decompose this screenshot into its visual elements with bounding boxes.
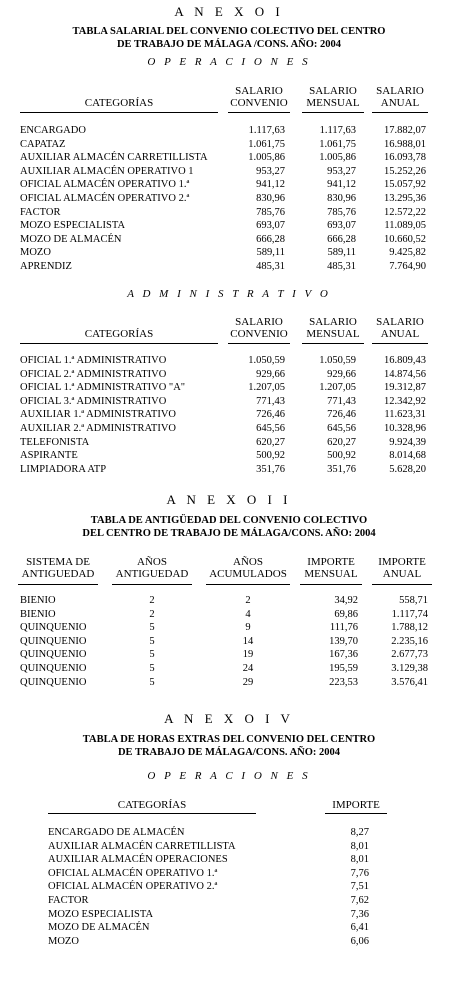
cell-anos-antiguedad: 5 <box>149 663 155 674</box>
cell-categoria: AUXILIAR ALMACÉN CARRETILLISTA <box>48 840 236 852</box>
header-rule <box>20 343 218 344</box>
anexo-1-title-line2: DE TRABAJO DE MÁLAGA /CONS. AÑO: 2004 <box>116 39 342 50</box>
col-header-importe-mensual: IMPORTE MENSUAL <box>304 556 358 580</box>
anexo-4-heading: A N E X O I V <box>164 711 294 726</box>
cell-salario-anual: 15.252,26 <box>384 165 426 177</box>
cell-salario-mensual: 645,56 <box>327 423 356 434</box>
cell-anos-acumulados: 29 <box>242 676 254 688</box>
cell-anos-acumulados: 14 <box>242 635 254 647</box>
cell-sistema: QUINQUENIO <box>20 635 87 647</box>
cell-salario-mensual: 1.061,75 <box>319 138 356 150</box>
anexo-4-title-line2: DE TRABAJO DE MÁLAGA/CONS. AÑO: 2004 <box>117 747 341 758</box>
table-row <box>0 676 458 689</box>
table-row <box>0 151 458 164</box>
col-header-categorias: CATEGORÍAS <box>84 97 154 109</box>
cell-anos-antiguedad: 2 <box>149 608 155 620</box>
header-rule <box>228 343 290 344</box>
cell-salario-convenio: 589,11 <box>256 247 285 259</box>
cell-importe-mensual: 223,53 <box>329 676 358 688</box>
table-row <box>0 206 458 219</box>
cell-categoria: MOZO <box>20 247 51 259</box>
cell-categoria: LIMPIADORA ATP <box>20 463 107 475</box>
cell-sistema: QUINQUENIO <box>20 649 87 661</box>
cell-anos-acumulados: 2 <box>245 595 251 606</box>
horas-extras-section-title: O P E R A C I O N E S <box>147 770 311 782</box>
col-header-salario-anual: SALARIO ANUAL <box>376 316 424 340</box>
cell-importe: 7,51 <box>350 881 369 893</box>
cell-salario-convenio: 500,92 <box>256 450 285 462</box>
table-row <box>0 192 458 205</box>
cell-importe: 7,62 <box>350 895 369 906</box>
cell-categoria: OFICIAL 2.ª ADMINISTRATIVO <box>20 368 167 380</box>
table-row <box>0 621 458 634</box>
cell-salario-convenio: 830,96 <box>256 193 285 204</box>
table-row <box>0 826 458 839</box>
header-rule <box>20 112 218 113</box>
cell-categoria: MOZO <box>48 935 79 947</box>
cell-salario-anual: 17.882,07 <box>384 125 426 136</box>
cell-anos-antiguedad: 5 <box>149 676 155 688</box>
cell-importe: 8,27 <box>350 827 369 838</box>
cell-salario-convenio: 726,46 <box>256 409 285 421</box>
cell-salario-anual: 8.014,68 <box>389 450 426 462</box>
table-row <box>0 594 458 607</box>
cell-salario-anual: 12.342,92 <box>384 395 426 407</box>
cell-importe: 8,01 <box>350 854 369 866</box>
cell-importe-mensual: 139,70 <box>329 635 358 647</box>
header-rule <box>372 112 428 113</box>
cell-categoria: AUXILIAR 2.ª ADMINISTRATIVO <box>20 423 177 434</box>
cell-salario-mensual: 485,31 <box>327 261 356 272</box>
cell-categoria: ENCARGADO DE ALMACÉN <box>48 827 185 838</box>
cell-anos-antiguedad: 5 <box>149 635 155 647</box>
header-rule <box>325 813 387 814</box>
cell-categoria: OFICIAL ALMACÉN OPERATIVO 1.ª <box>48 867 218 879</box>
cell-salario-convenio: 351,76 <box>256 463 285 475</box>
col-header-salario-convenio: SALARIO CONVENIO <box>230 85 288 109</box>
col-header-anos-acumulados: AÑOS ACUMULADOS <box>209 556 287 580</box>
table-row <box>0 840 458 853</box>
cell-salario-convenio: 1.117,63 <box>248 125 285 136</box>
col-header-sistema-antiguedad: SISTEMA DE ANTIGUEDAD <box>21 556 95 580</box>
header-rule <box>206 584 290 585</box>
cell-salario-convenio: 693,07 <box>256 220 285 232</box>
cell-salario-mensual: 1.117,63 <box>319 125 356 136</box>
cell-salario-anual: 16.988,01 <box>384 138 426 150</box>
header-rule <box>300 584 362 585</box>
cell-importe-anual: 1.788,12 <box>391 622 428 634</box>
anexo-1-title-line1: TABLA SALARIAL DEL CONVENIO COLECTIVO DEL CENTRO <box>72 26 386 37</box>
cell-sistema: BIENIO <box>20 595 56 606</box>
cell-salario-mensual: 589,11 <box>327 247 356 259</box>
cell-salario-anual: 5.628,20 <box>389 463 426 475</box>
cell-salario-anual: 11.623,31 <box>384 409 426 421</box>
cell-salario-anual: 16.093,78 <box>384 152 426 164</box>
cell-anos-antiguedad: 2 <box>149 595 155 606</box>
table-row <box>0 422 458 435</box>
cell-categoria: MOZO DE ALMACÉN <box>48 922 150 934</box>
cell-anos-acumulados: 4 <box>245 608 251 620</box>
cell-sistema: QUINQUENIO <box>20 663 87 674</box>
cell-categoria: OFICIAL ALMACÉN OPERATIVO 1.ª <box>20 179 190 191</box>
table-row <box>0 853 458 866</box>
cell-salario-anual: 12.572,22 <box>384 206 426 218</box>
cell-categoria: TELEFONISTA <box>20 436 90 448</box>
header-rule <box>48 813 256 814</box>
cell-categoria: FACTOR <box>48 895 89 906</box>
cell-sistema: QUINQUENIO <box>20 676 87 688</box>
cell-salario-mensual: 500,92 <box>327 450 356 462</box>
cell-categoria: AUXILIAR ALMACÉN OPERACIONES <box>48 854 228 866</box>
cell-categoria: APRENDIZ <box>20 261 72 272</box>
cell-salario-mensual: 785,76 <box>327 206 356 218</box>
col-header-categorias: CATEGORÍAS <box>84 328 154 340</box>
table-row <box>0 381 458 394</box>
cell-importe-mensual: 69,86 <box>334 608 358 620</box>
cell-importe: 7,76 <box>350 867 369 879</box>
header-rule <box>18 584 98 585</box>
cell-salario-mensual: 929,66 <box>327 368 356 380</box>
cell-importe: 8,01 <box>350 840 369 852</box>
cell-categoria: OFICIAL 3.ª ADMINISTRATIVO <box>20 395 167 407</box>
table-row <box>0 138 458 151</box>
cell-salario-mensual: 620,27 <box>327 436 356 448</box>
table-row <box>0 246 458 259</box>
cell-salario-mensual: 666,28 <box>327 233 356 245</box>
table-row <box>0 662 458 675</box>
table-row <box>0 233 458 246</box>
table-row <box>0 436 458 449</box>
table-row <box>0 921 458 934</box>
table-row <box>0 165 458 178</box>
header-rule <box>112 584 192 585</box>
cell-salario-convenio: 1.050,59 <box>248 355 285 366</box>
cell-salario-convenio: 771,43 <box>256 395 285 407</box>
table-row <box>0 178 458 191</box>
cell-categoria: MOZO ESPECIALISTA <box>20 220 126 232</box>
col-header-salario-mensual: SALARIO MENSUAL <box>306 85 360 109</box>
cell-salario-mensual: 1.050,59 <box>319 355 356 366</box>
cell-salario-mensual: 351,76 <box>327 463 356 475</box>
administrativo-section-title: A D M I N I S T R A T I V O <box>127 288 331 300</box>
cell-categoria: OFICIAL ALMACÉN OPERATIVO 2.ª <box>48 881 218 893</box>
cell-salario-mensual: 771,43 <box>327 395 356 407</box>
header-rule <box>228 112 290 113</box>
cell-salario-convenio: 666,28 <box>256 233 285 245</box>
cell-categoria: AUXILIAR ALMACÉN CARRETILLISTA <box>20 152 208 164</box>
col-header-anos-antiguedad: AÑOS ANTIGUEDAD <box>115 556 189 580</box>
cell-importe: 6,41 <box>350 922 369 934</box>
cell-anos-antiguedad: 5 <box>149 622 155 634</box>
cell-salario-convenio: 953,27 <box>256 165 285 177</box>
cell-importe-anual: 558,71 <box>399 595 428 606</box>
cell-anos-acumulados: 9 <box>245 622 251 634</box>
anexo-2-heading: A N E X O I I <box>166 492 292 507</box>
cell-categoria: OFICIAL 1.ª ADMINISTRATIVO "A" <box>20 382 186 394</box>
col-header-categorias: CATEGORÍAS <box>117 799 187 811</box>
cell-salario-mensual: 941,12 <box>327 179 356 191</box>
cell-importe-mensual: 111,76 <box>329 622 358 634</box>
cell-salario-anual: 7.764,90 <box>389 261 426 272</box>
table-row <box>0 894 458 907</box>
anexo-2-title-line2: DEL CENTRO DE TRABAJO DE MÁLAGA/CONS. AÑO: 2004 <box>82 528 376 539</box>
table-row <box>0 635 458 648</box>
anexo-1-heading: A N E X O I <box>174 4 284 19</box>
cell-salario-mensual: 953,27 <box>327 165 356 177</box>
anexo-2-title-line1: TABLA DE ANTIGÜEDAD DEL CONVENIO COLECTIVO <box>90 515 368 526</box>
header-rule <box>372 584 432 585</box>
cell-salario-mensual: 693,07 <box>327 220 356 232</box>
cell-importe-mensual: 34,92 <box>334 595 358 606</box>
cell-importe-anual: 3.129,38 <box>391 663 428 674</box>
cell-anos-acumulados: 19 <box>242 649 254 661</box>
cell-salario-anual: 15.057,92 <box>384 179 426 191</box>
cell-salario-anual: 10.660,52 <box>384 233 426 245</box>
cell-salario-anual: 10.328,96 <box>384 423 426 434</box>
anexo-4-title-line1: TABLA DE HORAS EXTRAS DEL CONVENIO DEL CENTRO <box>82 734 376 745</box>
cell-salario-convenio: 1.005,86 <box>248 152 285 164</box>
cell-importe-mensual: 167,36 <box>329 649 358 661</box>
cell-salario-anual: 13.295,36 <box>384 193 426 204</box>
table-row <box>0 368 458 381</box>
cell-categoria: MOZO DE ALMACÉN <box>20 233 122 245</box>
table-row <box>0 354 458 367</box>
cell-anos-acumulados: 24 <box>242 663 254 674</box>
cell-categoria: AUXILIAR ALMACÉN OPERATIVO 1 <box>20 165 194 177</box>
cell-categoria: FACTOR <box>20 206 61 218</box>
table-row <box>0 867 458 880</box>
header-rule <box>372 343 428 344</box>
cell-salario-mensual: 830,96 <box>327 193 356 204</box>
table-row <box>0 935 458 948</box>
table-row <box>0 395 458 408</box>
cell-importe-anual: 2.677,73 <box>391 649 428 661</box>
cell-categoria: MOZO ESPECIALISTA <box>48 908 154 920</box>
cell-importe-anual: 1.117,74 <box>391 608 428 620</box>
table-row <box>0 463 458 476</box>
cell-salario-convenio: 620,27 <box>256 436 285 448</box>
table-row <box>0 449 458 462</box>
table-row <box>0 260 458 273</box>
cell-importe-anual: 2.235,16 <box>391 635 428 647</box>
cell-salario-convenio: 1.061,75 <box>248 138 285 150</box>
table-row <box>0 219 458 232</box>
cell-salario-anual: 9.425,82 <box>389 247 426 259</box>
header-rule <box>302 112 364 113</box>
cell-importe: 7,36 <box>350 908 369 920</box>
cell-categoria: OFICIAL ALMACÉN OPERATIVO 2.ª <box>20 193 190 204</box>
cell-salario-anual: 16.809,43 <box>384 355 426 366</box>
table-row <box>0 124 458 137</box>
cell-salario-anual: 9.924,39 <box>389 436 426 448</box>
cell-importe: 6,06 <box>350 935 369 947</box>
cell-sistema: QUINQUENIO <box>20 622 87 634</box>
col-header-importe-anual: IMPORTE ANUAL <box>378 556 426 580</box>
col-header-importe: IMPORTE <box>332 799 380 811</box>
table-row <box>0 908 458 921</box>
cell-salario-anual: 19.312,87 <box>384 382 426 394</box>
cell-salario-mensual: 1.005,86 <box>319 152 356 164</box>
col-header-salario-convenio: SALARIO CONVENIO <box>230 316 288 340</box>
cell-salario-mensual: 726,46 <box>327 409 356 421</box>
cell-importe-anual: 3.576,41 <box>391 676 428 688</box>
cell-sistema: BIENIO <box>20 608 56 620</box>
cell-categoria: ENCARGADO <box>20 125 86 136</box>
cell-salario-anual: 14.874,56 <box>384 368 426 380</box>
cell-salario-convenio: 941,12 <box>256 179 285 191</box>
col-header-salario-mensual: SALARIO MENSUAL <box>306 316 360 340</box>
cell-categoria: AUXILIAR 1.ª ADMINISTRATIVO <box>20 409 177 421</box>
cell-salario-mensual: 1.207,05 <box>319 382 356 394</box>
cell-importe-mensual: 195,59 <box>329 663 358 674</box>
table-row <box>0 608 458 621</box>
header-rule <box>302 343 364 344</box>
cell-salario-anual: 11.089,05 <box>384 220 426 232</box>
cell-categoria: ASPIRANTE <box>20 450 78 462</box>
cell-salario-convenio: 485,31 <box>256 261 285 272</box>
cell-salario-convenio: 785,76 <box>256 206 285 218</box>
table-row <box>0 648 458 661</box>
cell-salario-convenio: 645,56 <box>256 423 285 434</box>
table-row <box>0 408 458 421</box>
operaciones-section-title: O P E R A C I O N E S <box>147 56 311 68</box>
cell-categoria: CAPATAZ <box>20 138 66 150</box>
col-header-salario-anual: SALARIO ANUAL <box>376 85 424 109</box>
table-row <box>0 880 458 893</box>
cell-anos-antiguedad: 5 <box>149 649 155 661</box>
cell-salario-convenio: 929,66 <box>256 368 285 380</box>
cell-categoria: OFICIAL 1.ª ADMINISTRATIVO <box>20 355 167 366</box>
cell-salario-convenio: 1.207,05 <box>248 382 285 394</box>
